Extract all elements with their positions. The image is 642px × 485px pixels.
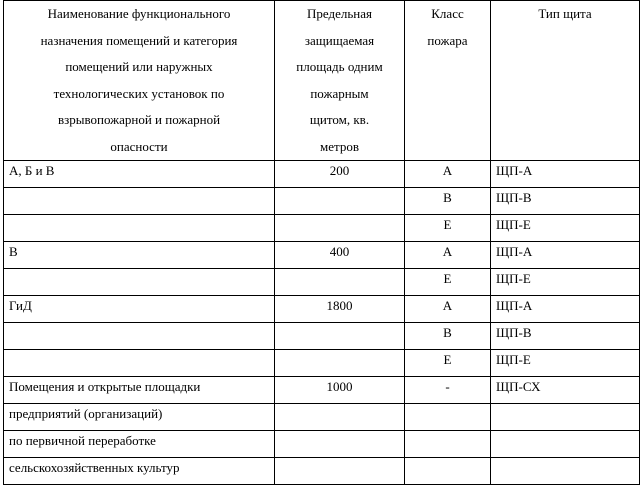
row-name-cell: ГиД	[4, 296, 275, 323]
row-class-cell: Е	[405, 350, 491, 377]
header-area-line: защищаемая	[304, 32, 375, 48]
row-name-cell: А, Б и В	[4, 161, 275, 188]
row-class-cell: В	[405, 188, 491, 215]
row-class-cell: Е	[405, 215, 491, 242]
table-row	[4, 296, 640, 323]
table-row	[4, 458, 640, 485]
row-class-cell: -	[405, 377, 491, 404]
row-area-cell	[275, 404, 405, 431]
row-name-cell	[4, 350, 275, 377]
table-row	[4, 188, 640, 215]
header-class-line: Класс	[431, 6, 464, 21]
header-area-line: Предельная	[307, 6, 372, 21]
row-name-cell	[4, 188, 275, 215]
header-type-line: Тип щита	[538, 6, 592, 21]
row-area-cell	[275, 431, 405, 458]
row-area-cell	[275, 188, 405, 215]
row-name-cell	[4, 269, 275, 296]
row-class-cell: А	[405, 161, 491, 188]
row-type-cell: ЩП-В	[491, 323, 640, 350]
row-area-cell	[275, 350, 405, 377]
header-area-line: площадь одним	[296, 59, 383, 74]
header-class-line: пожара	[427, 32, 468, 48]
table-row	[4, 404, 640, 431]
header-name-line: назначения помещений и категория	[40, 32, 238, 48]
table-row	[4, 377, 640, 404]
header-area-line: пожарным	[310, 85, 369, 101]
row-type-cell	[491, 458, 640, 485]
row-name-cell: Помещения и открытые площадки	[4, 377, 275, 404]
row-type-cell: ЩП-А	[491, 161, 640, 188]
row-class-cell: Е	[405, 269, 491, 296]
row-area-cell: 1800	[275, 296, 405, 323]
header-area-cell	[275, 1, 405, 161]
row-area-cell: 400	[275, 242, 405, 269]
row-area-cell: 200	[275, 161, 405, 188]
header-area-line: метров	[320, 138, 359, 154]
row-area-cell	[275, 458, 405, 485]
header-name-line: помещений или наружных	[65, 59, 213, 74]
table-row	[4, 242, 640, 269]
table-row	[4, 431, 640, 458]
row-area-cell	[275, 269, 405, 296]
row-type-cell	[491, 404, 640, 431]
table-row	[4, 323, 640, 350]
header-name-line: опасности	[110, 138, 168, 154]
row-name-cell	[4, 215, 275, 242]
header-class-cell	[405, 1, 491, 161]
header-name-cell	[4, 1, 275, 161]
header-name-line: технологических установок по	[53, 85, 225, 101]
row-name-cell: сельскохозяйственных культур	[4, 458, 275, 485]
header-row	[4, 1, 640, 161]
row-name-cell	[4, 323, 275, 350]
row-type-cell: ЩП-Е	[491, 269, 640, 296]
header-type-cell	[491, 1, 640, 161]
table-row	[4, 269, 640, 296]
table-body	[4, 1, 640, 485]
row-class-cell: В	[405, 323, 491, 350]
table-row	[4, 161, 640, 188]
row-area-cell: 1000	[275, 377, 405, 404]
row-name-cell: по первичной переработке	[4, 431, 275, 458]
row-class-cell	[405, 431, 491, 458]
header-name-line: Наименование функционального	[47, 6, 231, 21]
row-class-cell: А	[405, 242, 491, 269]
header-name-line: взрывопожарной и пожарной	[57, 112, 221, 127]
row-type-cell: ЩП-А	[491, 242, 640, 269]
row-name-cell: В	[4, 242, 275, 269]
row-type-cell: ЩП-А	[491, 296, 640, 323]
row-type-cell	[491, 431, 640, 458]
row-type-cell: ЩП-Е	[491, 350, 640, 377]
header-area-line: щитом, кв.	[309, 112, 370, 127]
row-name-cell: предприятий (организаций)	[4, 404, 275, 431]
table-row	[4, 215, 640, 242]
row-class-cell	[405, 404, 491, 431]
row-area-cell	[275, 215, 405, 242]
row-class-cell: А	[405, 296, 491, 323]
table-row	[4, 350, 640, 377]
row-class-cell	[405, 458, 491, 485]
row-type-cell: ЩП-В	[491, 188, 640, 215]
row-type-cell: ЩП-Е	[491, 215, 640, 242]
row-type-cell: ЩП-СХ	[491, 377, 640, 404]
row-area-cell	[275, 323, 405, 350]
fire-shield-table	[3, 0, 640, 485]
